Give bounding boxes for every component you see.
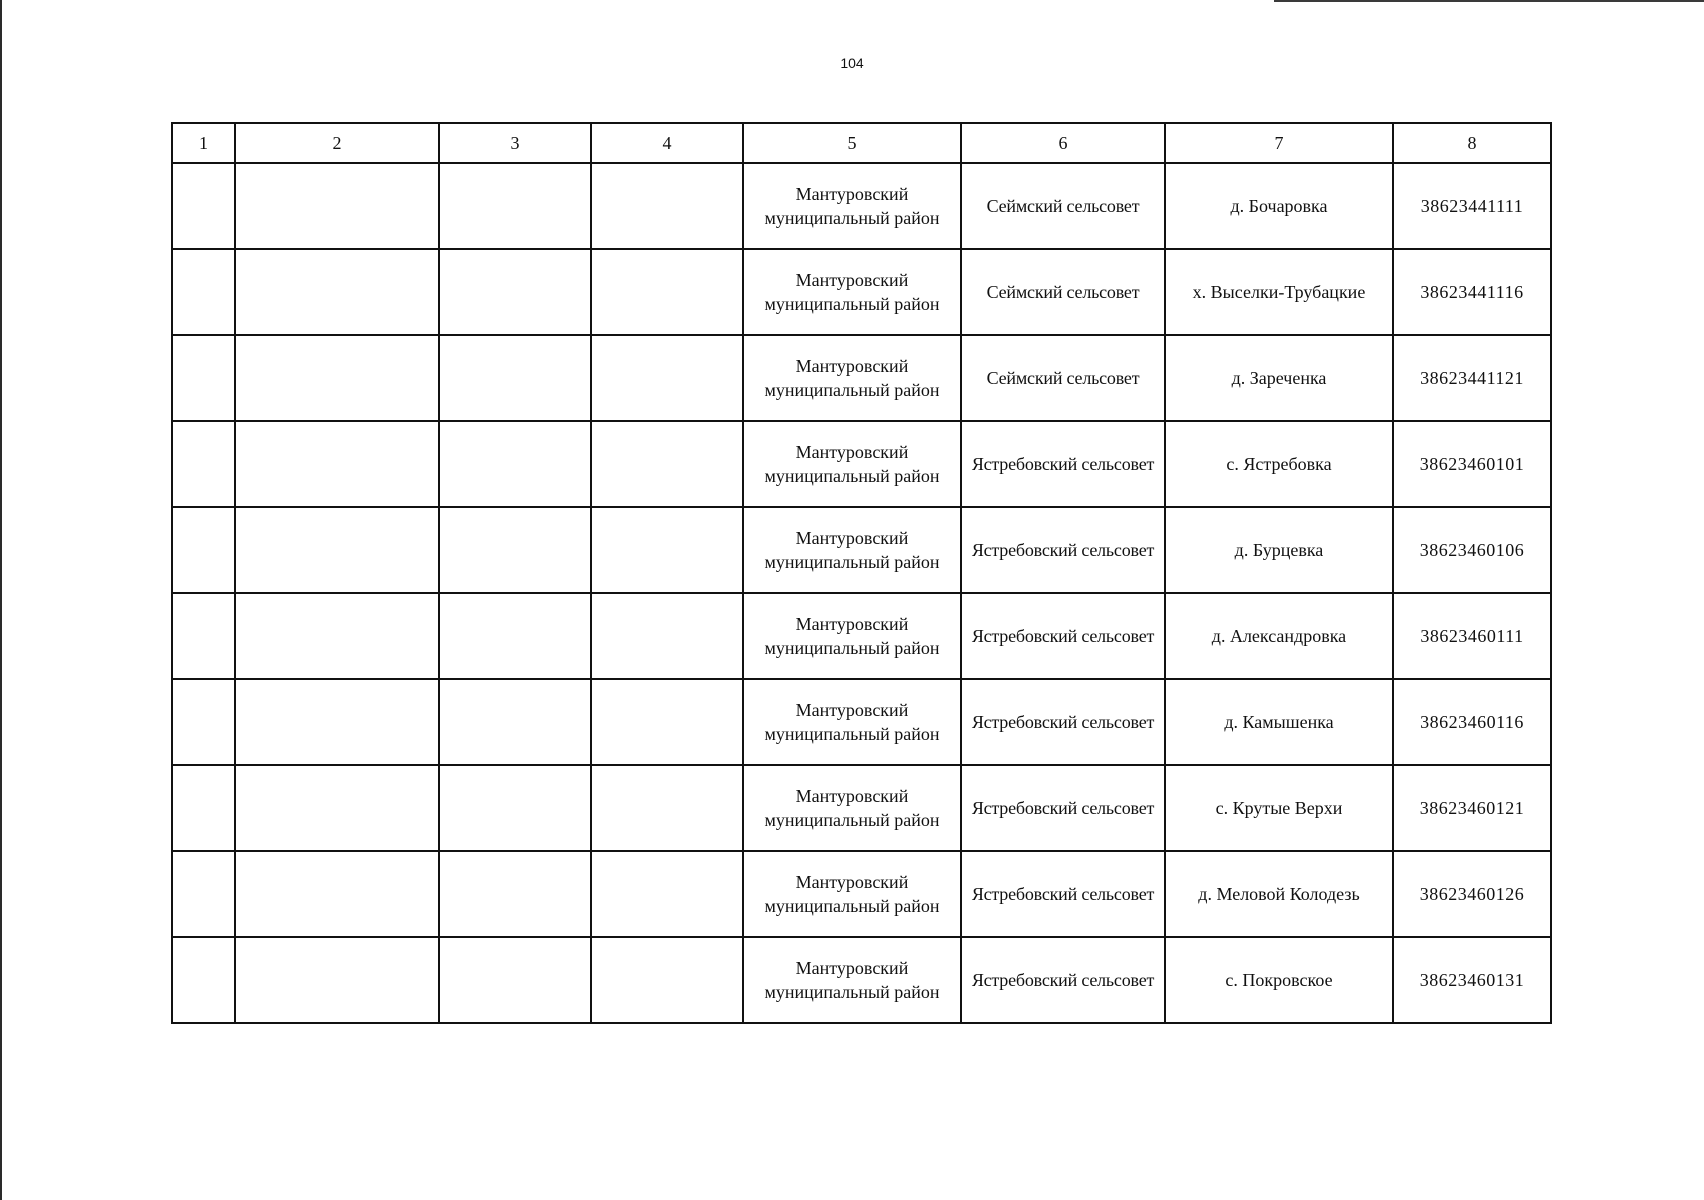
council-cell: Ястребовский сельсовет: [961, 421, 1165, 507]
district-cell: [743, 421, 961, 507]
col3-cell: [439, 765, 591, 851]
council-cell: Сеймский сельсовет: [961, 249, 1165, 335]
col3-cell: [439, 249, 591, 335]
district-name: Мантуровский: [795, 872, 909, 892]
district-type: муниципальный район: [764, 466, 940, 486]
okato-code-cell: 38623460106: [1393, 507, 1551, 593]
table-row: [172, 765, 1551, 851]
header-cell-3: 3: [439, 123, 591, 163]
col1-cell: [172, 765, 235, 851]
col4-cell: [591, 421, 743, 507]
district-cell: [743, 335, 961, 421]
col2-cell: [235, 593, 439, 679]
district-cell: [743, 937, 961, 1023]
col4-cell: [591, 679, 743, 765]
col1-cell: [172, 937, 235, 1023]
table-row: [172, 163, 1551, 249]
district-type: муниципальный район: [764, 896, 940, 916]
col1-cell: [172, 679, 235, 765]
settlement-cell: с. Покровское: [1165, 937, 1393, 1023]
okato-code-cell: 38623460111: [1393, 593, 1551, 679]
header-cell-4: 4: [591, 123, 743, 163]
col3-cell: [439, 163, 591, 249]
district-cell: [743, 593, 961, 679]
col3-cell: [439, 421, 591, 507]
table-row: [172, 335, 1551, 421]
council-cell: Сеймский сельсовет: [961, 163, 1165, 249]
district-cell: [743, 679, 961, 765]
district-name: Мантуровский: [795, 442, 909, 462]
header-cell-6: 6: [961, 123, 1165, 163]
col1-cell: [172, 593, 235, 679]
col4-cell: [591, 163, 743, 249]
col4-cell: [591, 507, 743, 593]
council-cell: Ястребовский сельсовет: [961, 507, 1165, 593]
col1-cell: [172, 421, 235, 507]
district-cell: [743, 249, 961, 335]
col2-cell: [235, 163, 439, 249]
col4-cell: [591, 335, 743, 421]
district-type: муниципальный район: [764, 208, 940, 228]
header-row: [172, 123, 1551, 163]
settlement-cell: с. Крутые Верхи: [1165, 765, 1393, 851]
col1-cell: [172, 851, 235, 937]
col3-cell: [439, 593, 591, 679]
district-type: муниципальный район: [764, 724, 940, 744]
okato-code-cell: 38623460116: [1393, 679, 1551, 765]
settlement-cell: д. Александровка: [1165, 593, 1393, 679]
header-cell-5: 5: [743, 123, 961, 163]
header-cell-7: 7: [1165, 123, 1393, 163]
col2-cell: [235, 335, 439, 421]
col2-cell: [235, 421, 439, 507]
council-cell: Сеймский сельсовет: [961, 335, 1165, 421]
table-row: [172, 593, 1551, 679]
district-name: Мантуровский: [795, 270, 909, 290]
scan-top-edge: [1274, 0, 1704, 2]
settlement-cell: х. Выселки-Трубацкие: [1165, 249, 1393, 335]
district-cell: [743, 765, 961, 851]
district-name: Мантуровский: [795, 614, 909, 634]
table-row: [172, 249, 1551, 335]
okato-code-cell: 38623460121: [1393, 765, 1551, 851]
district-name: Мантуровский: [795, 184, 909, 204]
district-type: муниципальный район: [764, 810, 940, 830]
okato-code-cell: 38623460126: [1393, 851, 1551, 937]
col1-cell: [172, 249, 235, 335]
district-name: Мантуровский: [795, 958, 909, 978]
okato-code-cell: 38623460131: [1393, 937, 1551, 1023]
table-body: [172, 123, 1551, 1023]
settlement-cell: д. Меловой Колодезь: [1165, 851, 1393, 937]
table-row: [172, 421, 1551, 507]
col3-cell: [439, 851, 591, 937]
district-type: муниципальный район: [764, 552, 940, 572]
settlements-table: [171, 122, 1552, 1024]
council-cell: Ястребовский сельсовет: [961, 937, 1165, 1023]
district-cell: [743, 851, 961, 937]
col3-cell: [439, 335, 591, 421]
settlement-cell: д. Бочаровка: [1165, 163, 1393, 249]
okato-code-cell: 38623441116: [1393, 249, 1551, 335]
col2-cell: [235, 937, 439, 1023]
col2-cell: [235, 851, 439, 937]
col4-cell: [591, 249, 743, 335]
district-cell: [743, 507, 961, 593]
header-cell-8: 8: [1393, 123, 1551, 163]
council-cell: Ястребовский сельсовет: [961, 765, 1165, 851]
settlement-cell: д. Камышенка: [1165, 679, 1393, 765]
district-name: Мантуровский: [795, 356, 909, 376]
col2-cell: [235, 249, 439, 335]
header-cell-1: 1: [172, 123, 235, 163]
col3-cell: [439, 507, 591, 593]
table-row: [172, 851, 1551, 937]
table-row: [172, 937, 1551, 1023]
page-number: 104: [840, 55, 864, 71]
header-cell-2: 2: [235, 123, 439, 163]
district-name: Мантуровский: [795, 786, 909, 806]
col4-cell: [591, 851, 743, 937]
col2-cell: [235, 507, 439, 593]
district-type: муниципальный район: [764, 982, 940, 1002]
col1-cell: [172, 163, 235, 249]
district-name: Мантуровский: [795, 700, 909, 720]
table-row: [172, 507, 1551, 593]
okato-code-cell: 38623460101: [1393, 421, 1551, 507]
settlement-cell: д. Зареченка: [1165, 335, 1393, 421]
table-row: [172, 679, 1551, 765]
council-cell: Ястребовский сельсовет: [961, 593, 1165, 679]
district-name: Мантуровский: [795, 528, 909, 548]
council-cell: Ястребовский сельсовет: [961, 679, 1165, 765]
okato-code-cell: 38623441111: [1393, 163, 1551, 249]
district-type: муниципальный район: [764, 380, 940, 400]
settlement-cell: д. Бурцевка: [1165, 507, 1393, 593]
col1-cell: [172, 335, 235, 421]
okato-code-cell: 38623441121: [1393, 335, 1551, 421]
col4-cell: [591, 765, 743, 851]
col2-cell: [235, 679, 439, 765]
col1-cell: [172, 507, 235, 593]
district-cell: [743, 163, 961, 249]
district-type: муниципальный район: [764, 294, 940, 314]
settlement-cell: с. Ястребовка: [1165, 421, 1393, 507]
scan-left-edge: [0, 0, 2, 1200]
col4-cell: [591, 593, 743, 679]
council-cell: Ястребовский сельсовет: [961, 851, 1165, 937]
district-type: муниципальный район: [764, 638, 940, 658]
col2-cell: [235, 765, 439, 851]
col3-cell: [439, 679, 591, 765]
col4-cell: [591, 937, 743, 1023]
col3-cell: [439, 937, 591, 1023]
